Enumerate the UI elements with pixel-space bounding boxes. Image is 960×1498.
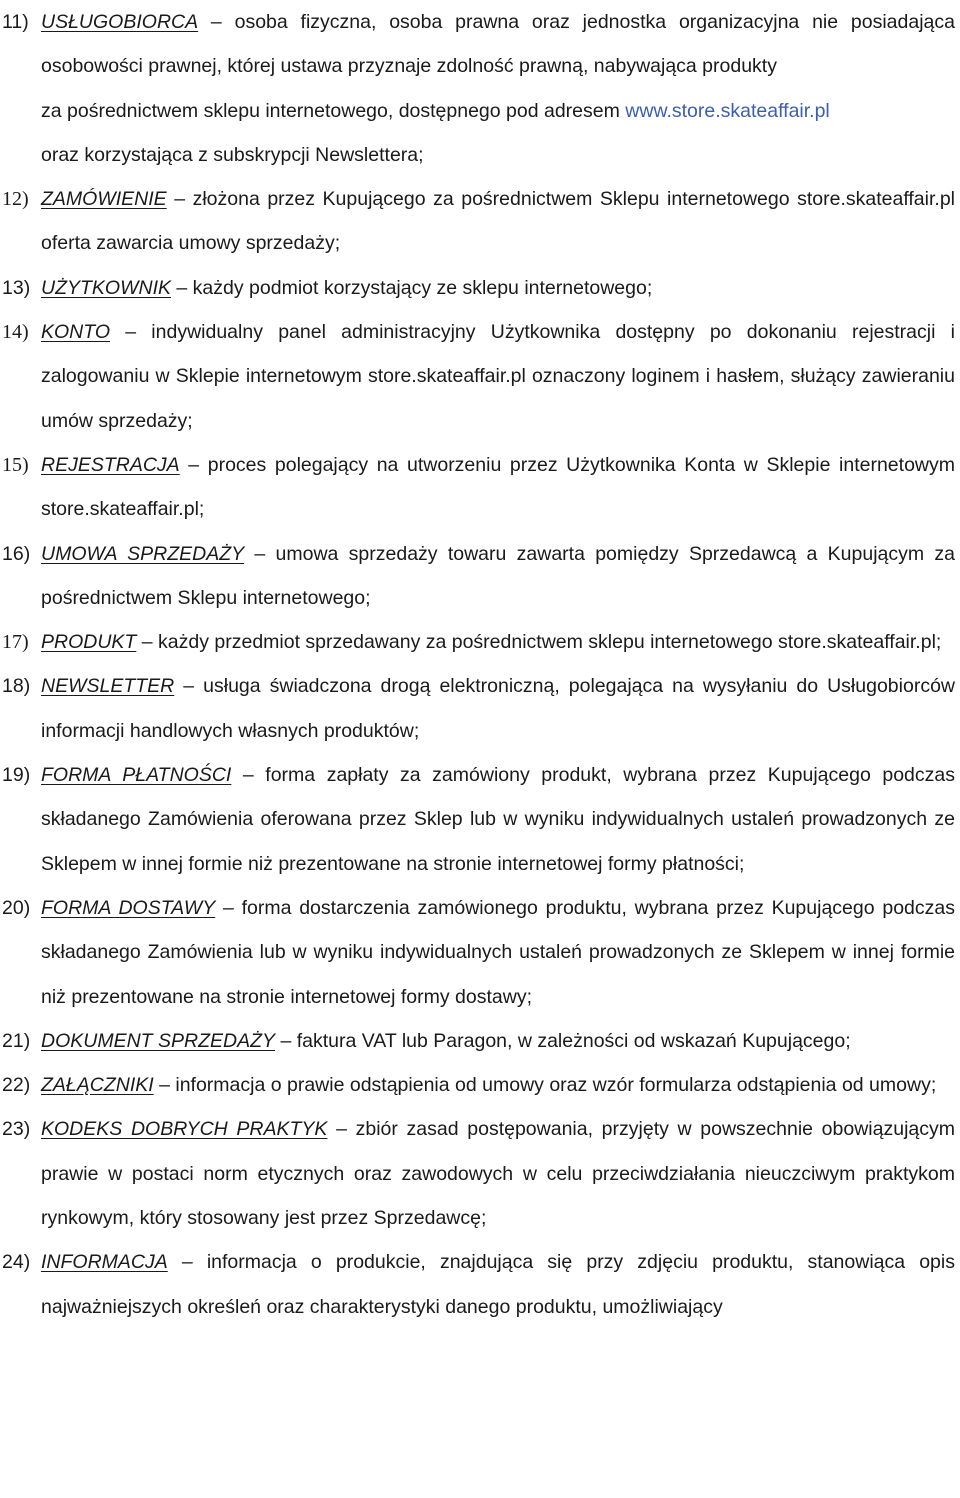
item-number: 16) — [2, 542, 31, 565]
definition-item-11 — [0, 0, 960, 177]
definition-item-23 — [0, 1107, 960, 1240]
definition-text: – każdy podmiot korzystający ze sklepu internetowego; — [171, 276, 653, 299]
definition-item-16 — [0, 532, 960, 621]
defined-term: FORMA PŁATNOŚCI — [41, 764, 232, 787]
definition-item-22 — [0, 1063, 960, 1107]
definition-text: – forma zapłaty za zamówiony produkt, wybrana przez Kupującego podczas składanego Zamówienia oferowana przez Sklep lub w wyniku indywidualnych ustaleń prowadzonych ze Sklepem w innej formie niż prezentowane na stronie internetowej formy płatności; — [41, 764, 955, 875]
item-number: 19) — [2, 764, 31, 787]
definition-text: – informacja o produkcie, znajdująca się przy zdjęciu produktu, stanowiąca opis najważniejszych określeń oraz charakterystyki danego produktu, umożliwiający — [41, 1251, 955, 1318]
definition-text: – umowa sprzedaży towaru zawarta pomiędzy Sprzedawcą a Kupującym za pośrednictwem Sklepu internetowego; — [41, 542, 955, 609]
item-number: 20) — [2, 896, 31, 919]
definition-line — [41, 89, 955, 133]
item-number: 21) — [2, 1029, 31, 1052]
item-number: 18) — [2, 675, 31, 698]
store-link[interactable]: www.store.skateaffair.pl — [625, 99, 830, 122]
defined-term: ZAMÓWIENIE — [41, 188, 167, 211]
defined-term: FORMA DOSTAWY — [41, 896, 216, 919]
definition-text: za pośrednictwem sklepu internetowego, dostępnego pod adresem — [41, 99, 626, 122]
defined-term: USŁUGOBIORCA — [41, 11, 199, 33]
definition-text: – informacja o prawie odstąpienia od umowy oraz wzór formularza odstąpienia od umowy; — [153, 1074, 937, 1097]
definition-text: – proces polegający na utworzeniu przez Użytkownika Konta w Sklepie internetowym store.skateaffair.pl; — [41, 453, 955, 521]
definition-text: – indywidualny panel administracyjny Użytkownika dostępny po dokonaniu rejestracji i zalogowaniu w Sklepie internetowym store.skateaffair.pl oznaczony loginem i hasłem, służący zawieraniu umów sprzedaży; — [41, 321, 955, 432]
item-number: 13) — [2, 276, 31, 299]
defined-term: PRODUKT — [41, 631, 137, 654]
definition-item-14 — [0, 310, 960, 443]
definition-item-18 — [0, 664, 960, 753]
item-number: 12) — [2, 188, 29, 211]
item-number: 23) — [2, 1118, 31, 1141]
defined-term: KONTO — [41, 321, 110, 344]
definition-text: – złożona przez Kupującego za pośrednictwem Sklepu internetowego store.skateaffair.pl oferta zawarcia umowy sprzedaży; — [41, 188, 955, 255]
item-number: 22) — [2, 1074, 31, 1097]
definition-text: – faktura VAT lub Paragon, w zależności od wskazań Kupującego; — [275, 1029, 851, 1052]
definition-item-21 — [0, 1019, 960, 1063]
definition-text: – osoba fizyczna, osoba prawna oraz jednostka organizacyjna nie posiadająca osobowości prawnej, której ustawa przyznaje zdolność prawną, nabywająca produkty — [41, 11, 955, 78]
defined-term: UŻYTKOWNIK — [41, 276, 171, 299]
defined-term: UMOWA SPRZEDAŻY — [41, 542, 245, 565]
definition-item-13 — [0, 266, 960, 310]
definition-item-12 — [0, 177, 960, 266]
definition-item-24 — [0, 1240, 960, 1329]
defined-term: INFORMACJA — [41, 1251, 168, 1274]
defined-term: REJESTRACJA — [41, 453, 180, 476]
definition-text: – forma dostarczenia zamówionego produktu, wybrana przez Kupującego podczas składanego Zamówienia lub w wyniku indywidualnych ustaleń prowadzonych ze Sklepem w innej formie niż prezentowane na stronie internetowej formy dostawy; — [41, 896, 955, 1008]
item-number: 15) — [2, 453, 29, 476]
item-number: 14) — [2, 321, 29, 344]
defined-term: NEWSLETTER — [41, 675, 175, 698]
definition-item-19 — [0, 753, 960, 886]
definition-item-17 — [0, 620, 960, 664]
definition-text: – każdy przedmiot sprzedawany za pośrednictwem sklepu internetowego store.skateaffair.pl; — [136, 631, 942, 654]
definition-item-15 — [0, 443, 960, 532]
definition-item-20 — [0, 886, 960, 1019]
item-number: 11) — [2, 11, 29, 33]
item-number: 17) — [2, 631, 29, 654]
definition-text: – zbiór zasad postępowania, przyjęty w powszechnie obowiązującym prawie w postaci norm etycznych oraz zawodowych w celu przeciwdziałania nieuczciwym praktykom rynkowym, który stosowany jest przez Sprzedawcę; — [41, 1118, 955, 1230]
defined-term: DOKUMENT SPRZEDAŻY — [41, 1029, 276, 1052]
definition-text: – usługa świadczona drogą elektroniczną, polegająca na wysyłaniu do Usługobiorców informacji handlowych własnych produktów; — [41, 675, 955, 742]
definition-text: oraz korzystająca z subskrypcji Newslettera; — [41, 143, 424, 166]
defined-term: ZAŁĄCZNIKI — [41, 1074, 154, 1097]
defined-term: KODEKS DOBRYCH PRAKTYK — [41, 1118, 328, 1141]
item-number: 24) — [2, 1251, 31, 1274]
